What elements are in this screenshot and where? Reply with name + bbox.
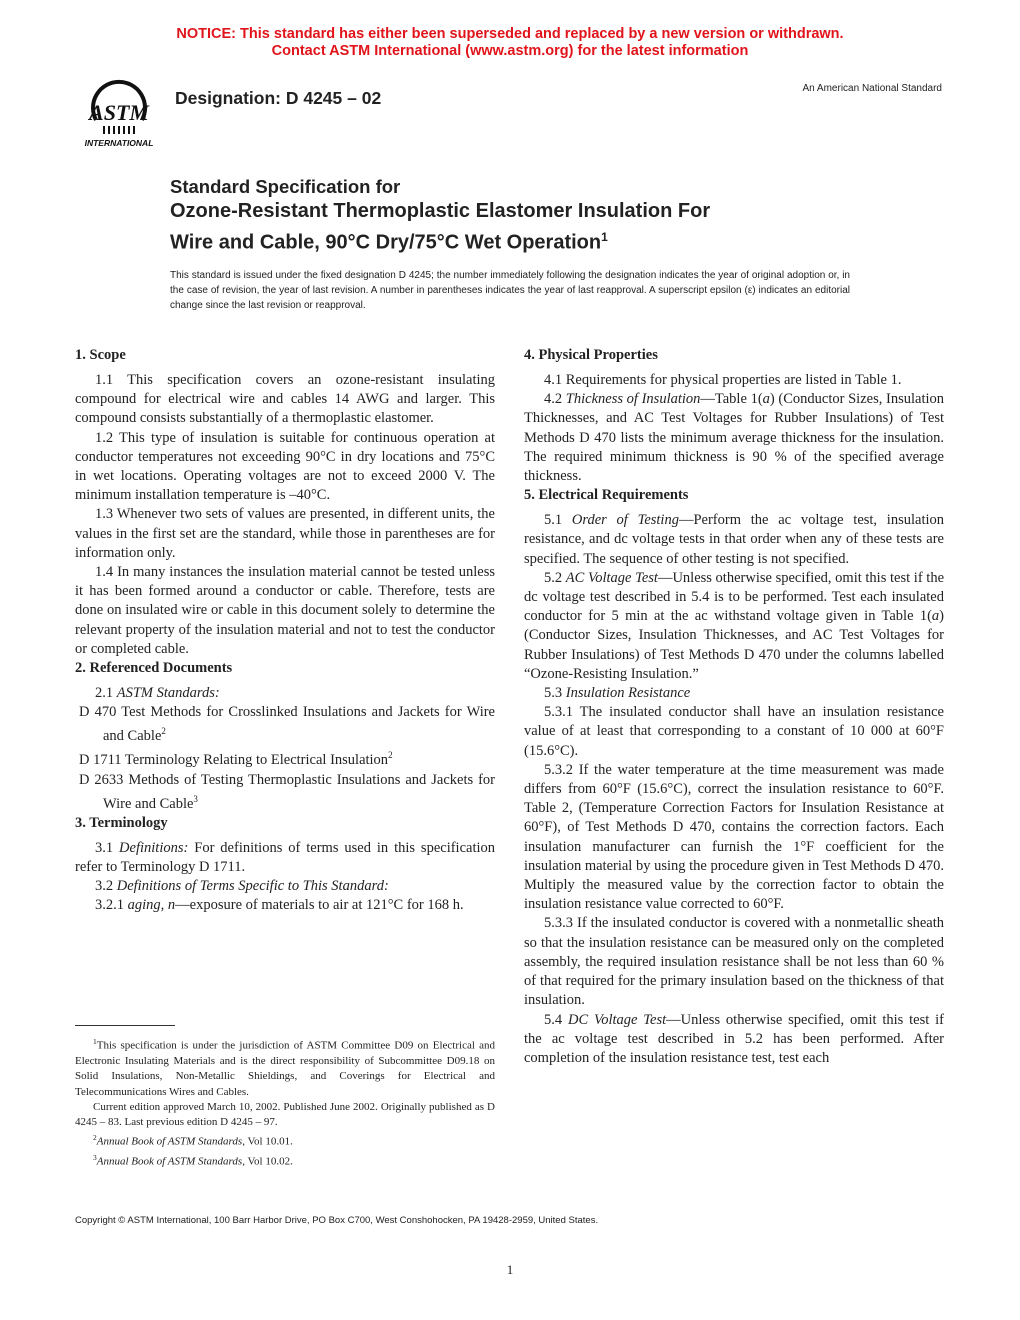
reference-d470 xyxy=(79,703,495,746)
para-5-3-1: 5.3.1 The insulated conductor shall have an insulation resistance value of at least that corresponding to a constant of 10 000 at 60°F (15.6°C). xyxy=(524,704,944,759)
para-3-1-rest: For definitions of terms used in this specification refer to Terminology D 1711. xyxy=(75,839,496,875)
footnote-divider xyxy=(75,1025,175,1026)
footnote-2-italic: Annual Book of ASTM Standards xyxy=(96,1136,243,1149)
withdrawal-notice xyxy=(0,26,1020,60)
para-3-2-1-term: aging, xyxy=(127,897,165,914)
section-heading-terminology: 3. Terminology xyxy=(75,814,168,831)
title-line-2: Ozone-Resistant Thermoplastic Elastomer Insulation For xyxy=(170,200,711,222)
designation: Designation: D 4245 – 02 xyxy=(175,88,382,108)
para-5-2-rest-a: —Unless otherwise specified, omit this test if the dc voltage test described in 5.4 is to be performed. Test each insulated conductor for 5 min at the ac withstand voltage given in Table 1( xyxy=(524,569,945,625)
reference-d2633-fn: 3 xyxy=(193,793,198,804)
preamble: This standard is issued under the fixed designation D 4245; the number immediately following the designation indicates the year of original adoption or, in the case of revision, the year of last revision. A number in parentheses indicates the year of last reapproval. A superscript epsilon (ε) indicates an editorial change since the last revision or reapproval. xyxy=(170,270,850,311)
footnote-3-italic: Annual Book of ASTM Standards xyxy=(96,1156,243,1169)
reference-d1711-text: D 1711 Terminology Relating to Electrical Insulation xyxy=(79,752,389,769)
title-line-3-wrap xyxy=(170,224,870,256)
para-2-1 xyxy=(75,684,495,703)
para-5-4 xyxy=(524,1011,944,1069)
notice-line-1: NOTICE: This standard has either been superseded and replaced by a new version or withdrawn. xyxy=(176,26,844,42)
astm-logo xyxy=(76,76,162,150)
footnote-2-marker: 2 xyxy=(93,1133,97,1143)
reference-d1711-fn: 2 xyxy=(388,750,393,761)
para-1-3: 1.3 Whenever two sets of values are presented, in different units, the values in the first set are the standard, while those in parentheses are for information only. xyxy=(75,506,495,561)
para-5-4-rest: —Unless otherwise specified, omit this test if the ac voltage test described in 5.2 has been performed. After completion of the insulation resistance test, test each xyxy=(524,1011,944,1066)
para-3-1-italic: Definitions: xyxy=(119,839,189,856)
para-1-1: 1.1 This specification covers an ozone-resistant insulating compound for electrical wire and cables 14 AWG and larger. This compound consists substantially of a thermoplastic elastomer. xyxy=(75,372,495,427)
american-national-standard: An American National Standard xyxy=(802,83,942,94)
para-4-2-italic: Thickness of Insulation xyxy=(565,391,701,408)
para-3-2-num: 3.2 xyxy=(95,878,114,895)
para-3-1-num: 3.1 xyxy=(95,839,114,856)
para-3-2-italic: Definitions of Terms Specific to This Standard: xyxy=(116,878,389,895)
para-5-3-italic: Insulation Resistance xyxy=(565,685,691,702)
left-column xyxy=(75,346,495,916)
para-5-2-rest-b: ) (Conductor Sizes, Insulation Thicknesses, and AC Test Voltages for Rubber Insulations) of Test Methods D 470 under the columns labelled “Ozone-Resisting Insulation.” xyxy=(524,608,944,682)
notice-line-2: Contact ASTM International (www.astm.org) for the latest information xyxy=(271,43,749,59)
footnote-1 xyxy=(75,1034,495,1100)
para-3-2-1-pos: n xyxy=(167,897,176,914)
para-5-3 xyxy=(524,684,944,703)
para-5-1 xyxy=(524,511,944,569)
reference-d470-fn: 2 xyxy=(161,726,166,737)
para-3-2-1-rest: —exposure of materials to air at 121°C for 168 h. xyxy=(175,897,464,914)
para-4-2 xyxy=(524,390,944,486)
footnotes xyxy=(75,1034,495,1170)
title-footnote-marker: 1 xyxy=(601,230,608,244)
section-heading-scope: 1. Scope xyxy=(75,347,126,363)
para-5-1-num: 5.1 xyxy=(544,512,563,529)
reference-d2633 xyxy=(79,771,495,814)
para-3-1 xyxy=(75,839,495,877)
logo-text: ASTM xyxy=(89,100,149,125)
para-4-1: 4.1 Requirements for physical properties are listed in Table 1. xyxy=(544,372,902,388)
para-5-4-italic: DC Voltage Test xyxy=(567,1011,667,1028)
para-5-1-rest: —Perform the ac voltage test, insulation resistance, and dc voltage tests in that order when any of these tests are specified. The sequence of other testing is not specified. xyxy=(524,512,945,567)
para-3-2-1 xyxy=(75,896,495,915)
para-3-2 xyxy=(75,877,495,896)
para-5-2-a: a xyxy=(931,608,940,625)
para-5-4-num: 5.4 xyxy=(544,1011,563,1028)
footnote-3-rest: , Vol 10.02. xyxy=(242,1156,293,1169)
para-4-2-num: 4.2 xyxy=(544,391,563,408)
title-line-3: Wire and Cable, 90°C Dry/75°C Wet Operation xyxy=(170,231,602,254)
document-title xyxy=(170,175,870,256)
para-5-3-2: 5.3.2 If the water temperature at the time measurement was made differs from 60°F (15.6°C), correct the insulation resistance to 60°F. Table 2, (Temperature Correction Factors for Insulation Resistance at 60°F), of Test Methods D 470, contains the correction factors. Each insulation manufacturer can furnish the 1°F coefficient for the insulation material by using the procedure given in Test Methods D 470. Multiply the measured value by the correction factor to obtain the insulation resistance value corrected to 60°F. xyxy=(524,761,944,913)
para-2-1-num: 2.1 xyxy=(95,685,114,702)
para-5-2 xyxy=(524,569,944,684)
footnote-1-marker: 1 xyxy=(93,1037,97,1046)
footnote-2 xyxy=(75,1130,495,1150)
para-1-4: 1.4 In many instances the insulation material cannot be tested unless it has been formed around a conductor or cable. Therefore, tests are done on insulated wire or cable in this document solely to determine the relevant property of the insulation material and not to test the conductor or completed cable. xyxy=(75,564,495,657)
footnote-1b: Current edition approved March 10, 2002. Published June 2002. Originally published as D 4245 – 83. Last previous edition D 4245 – 97. xyxy=(75,1100,495,1129)
para-5-1-italic: Order of Testing xyxy=(571,512,679,529)
copyright: Copyright © ASTM International, 100 Barr Harbor Drive, PO Box C700, West Conshohocken, PA 19428-2959, United States. xyxy=(75,1215,599,1226)
para-4-2-a: a xyxy=(762,391,770,408)
section-heading-physical: 4. Physical Properties xyxy=(524,347,658,363)
title-line-1: Standard Specification for xyxy=(170,176,401,197)
para-5-3-num: 5.3 xyxy=(544,685,563,702)
right-column xyxy=(524,346,944,1068)
footnote-1-text: This specification is under the jurisdiction of ASTM Committee D09 on Electrical and Electronic Insulating Materials and is the direct responsibility of Subcommittee D09.18 on Solid Insulations, Non-Metallic Shieldings, and Coverings for Electrical and Telecommunications Wires and Cables. xyxy=(75,1039,495,1098)
para-4-2-rest-b: ) (Conductor Sizes, Insulation Thicknesses, and AC Test Voltages for Rubber Insulations) of Test Methods D 470 lists the minimum average thickness for the insulation. The required minimum thickness is 90 % of the specified average thickness. xyxy=(524,391,944,485)
logo-subtext: INTERNATIONAL xyxy=(84,138,154,148)
para-3-2-1-num: 3.2.1 xyxy=(95,897,124,914)
reference-d1711 xyxy=(79,746,495,770)
page-number: 1 xyxy=(506,1262,514,1277)
para-4-2-rest-a: —Table 1( xyxy=(700,391,763,408)
astm-logo-icon xyxy=(76,76,162,150)
footnote-3 xyxy=(75,1150,495,1170)
footnote-2-rest: , Vol 10.01. xyxy=(242,1136,293,1149)
section-heading-electrical: 5. Electrical Requirements xyxy=(524,487,689,504)
footnote-3-marker: 3 xyxy=(93,1153,97,1163)
para-5-2-italic: AC Voltage Test xyxy=(565,569,658,586)
reference-d2633-text: D 2633 Methods of Testing Thermoplastic Insulations and Jackets for Wire and Cable xyxy=(79,771,495,812)
para-5-2-num: 5.2 xyxy=(544,569,563,586)
section-heading-referenced: 2. Referenced Documents xyxy=(75,660,233,677)
reference-d470-text: D 470 Test Methods for Crosslinked Insulations and Jackets for Wire and Cable xyxy=(79,704,495,745)
para-5-3-3: 5.3.3 If the insulated conductor is covered with a nonmetallic sheath so that the insulation resistance can be measured only on the completed assembly, the required insulation resistance shall be not less than 60 % of that required for the primary insulation based on the thickness of that insulation. xyxy=(524,915,944,1009)
para-2-1-italic: ASTM Standards: xyxy=(116,685,220,702)
para-1-2: 1.2 This type of insulation is suitable for continuous operation at conductor temperatures not exceeding 90°C in dry locations and 75°C in wet locations. Operating voltages are not to exceed 2000 V. The minimum installation temperature is –40°C. xyxy=(75,429,495,504)
